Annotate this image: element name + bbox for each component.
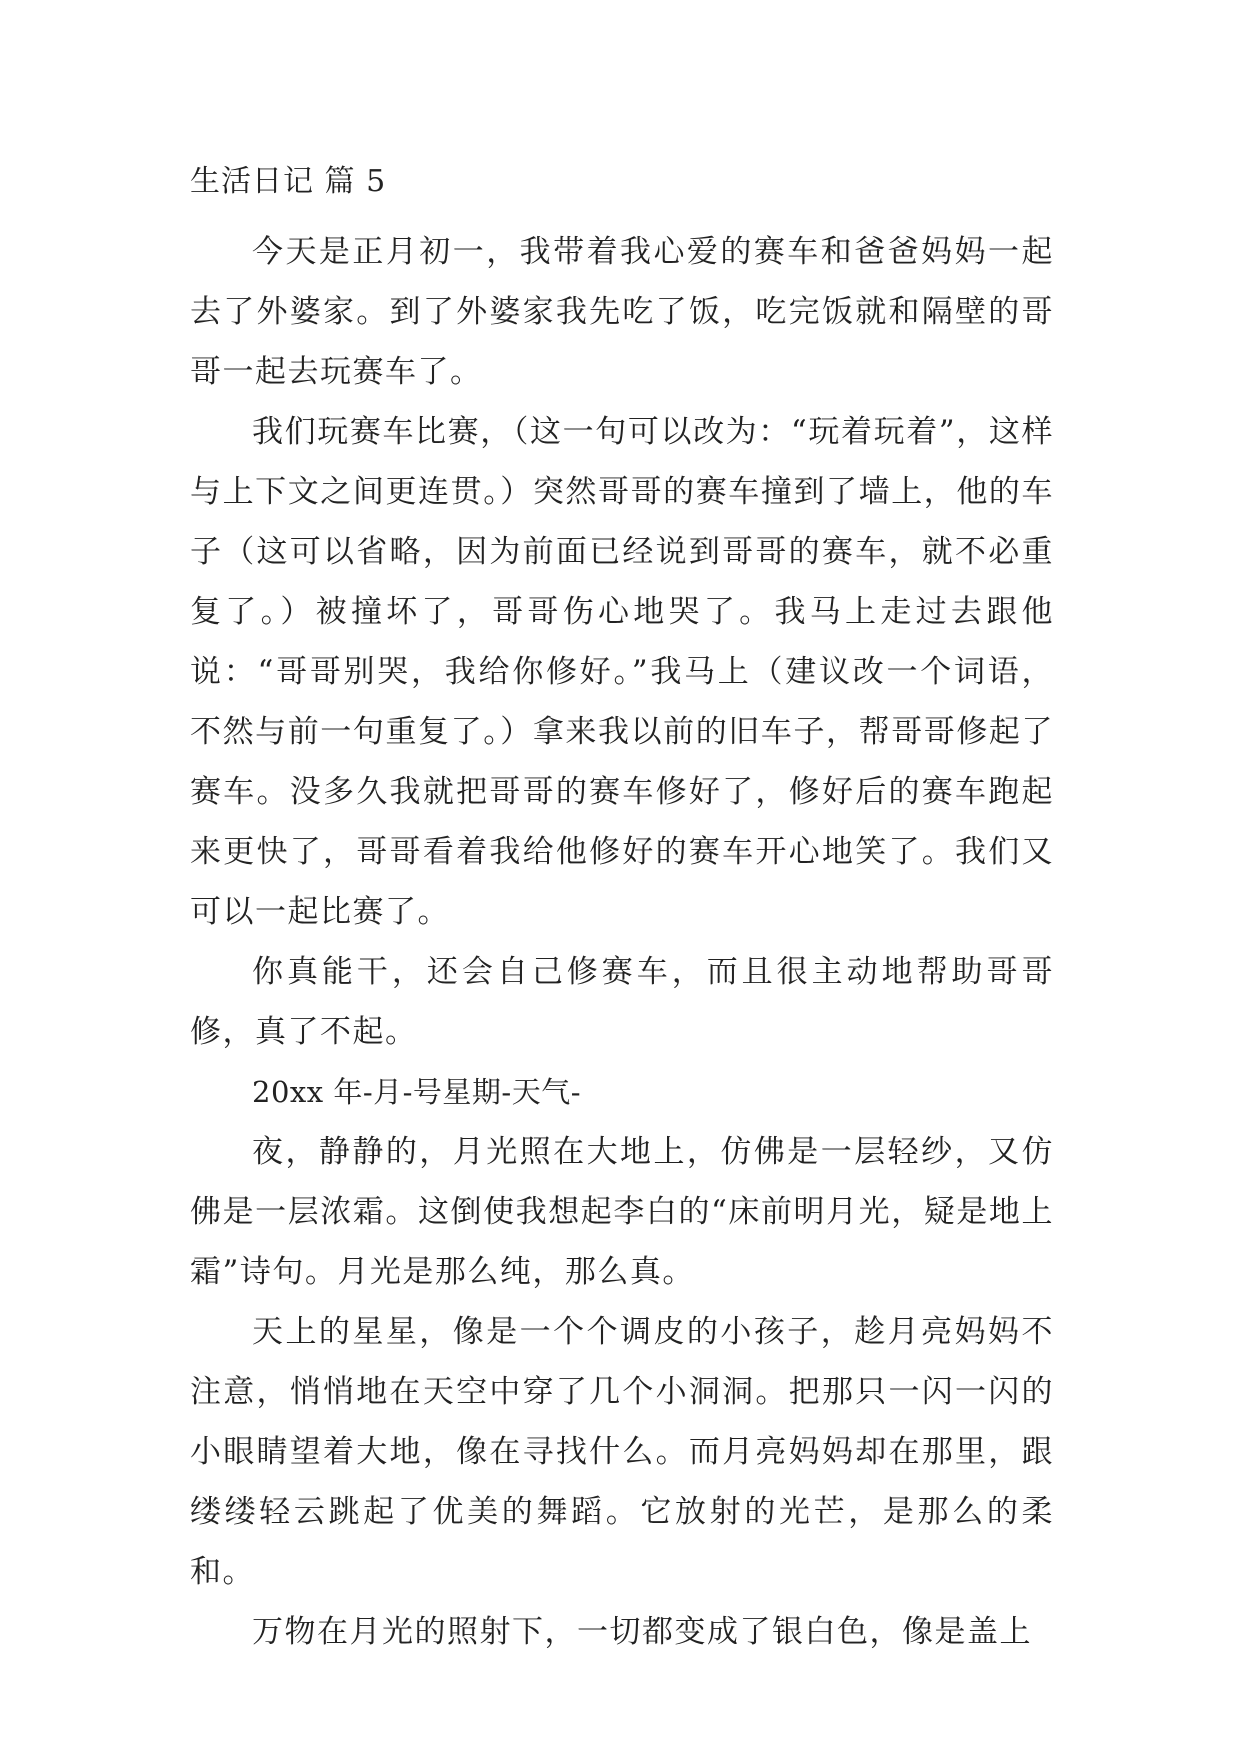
date-line: 20xx 年-月-号星期-天气- bbox=[252, 1075, 582, 1109]
document-title: 生活日记 篇 5 bbox=[190, 164, 387, 199]
paragraph: 我们玩赛车比赛，（这一句可以改为：“玩着玩着”，这样与上下文之间更连贯。）突然哥哥的赛车撞到了墙上，他的车子（这可以省略，因为前面已经说到哥哥的赛车，就不必重复了。）被撞坏了，哥哥伤心地哭了。我马上走过去跟他说：“哥哥别哭，我给你修好。”我马上（建议改一个词语，不然与前一句重复了。）拿来我以前的旧车子，帮哥哥修起了赛车。没多久我就把哥哥的赛车修好了，修好后的赛车跑起来更快了，哥哥看着我给他修好的赛车开心地笑了。我们又可以一起比赛了。 bbox=[190, 414, 1054, 930]
paragraph: 你真能干，还会自己修赛车，而且很主动地帮助哥哥修，真了不起。 bbox=[190, 954, 1054, 1050]
paragraph: 夜，静静的，月光照在大地上，仿佛是一层轻纱，又仿佛是一层浓霜。这倒使我想起李白的“床前明月光，疑是地上霜”诗句。月光是那么纯，那么真。 bbox=[190, 1134, 1054, 1290]
paragraph: 万物在月光的照射下，一切都变成了银白色，像是盖上 bbox=[252, 1614, 1032, 1650]
document-body bbox=[190, 222, 1054, 1662]
paragraph: 天上的星星，像是一个个调皮的小孩子，趁月亮妈妈不注意，悄悄地在天空中穿了几个小洞洞。把那只一闪一闪的小眼睛望着大地，像在寻找什么。而月亮妈妈却在那里，跟缕缕轻云跳起了优美的舞蹈。它放射的光芒，是那么的柔和。 bbox=[190, 1314, 1054, 1590]
paragraph: 今天是正月初一，我带着我心爱的赛车和爸爸妈妈一起去了外婆家。到了外婆家我先吃了饭，吃完饭就和隔壁的哥哥一起去玩赛车了。 bbox=[190, 234, 1054, 390]
